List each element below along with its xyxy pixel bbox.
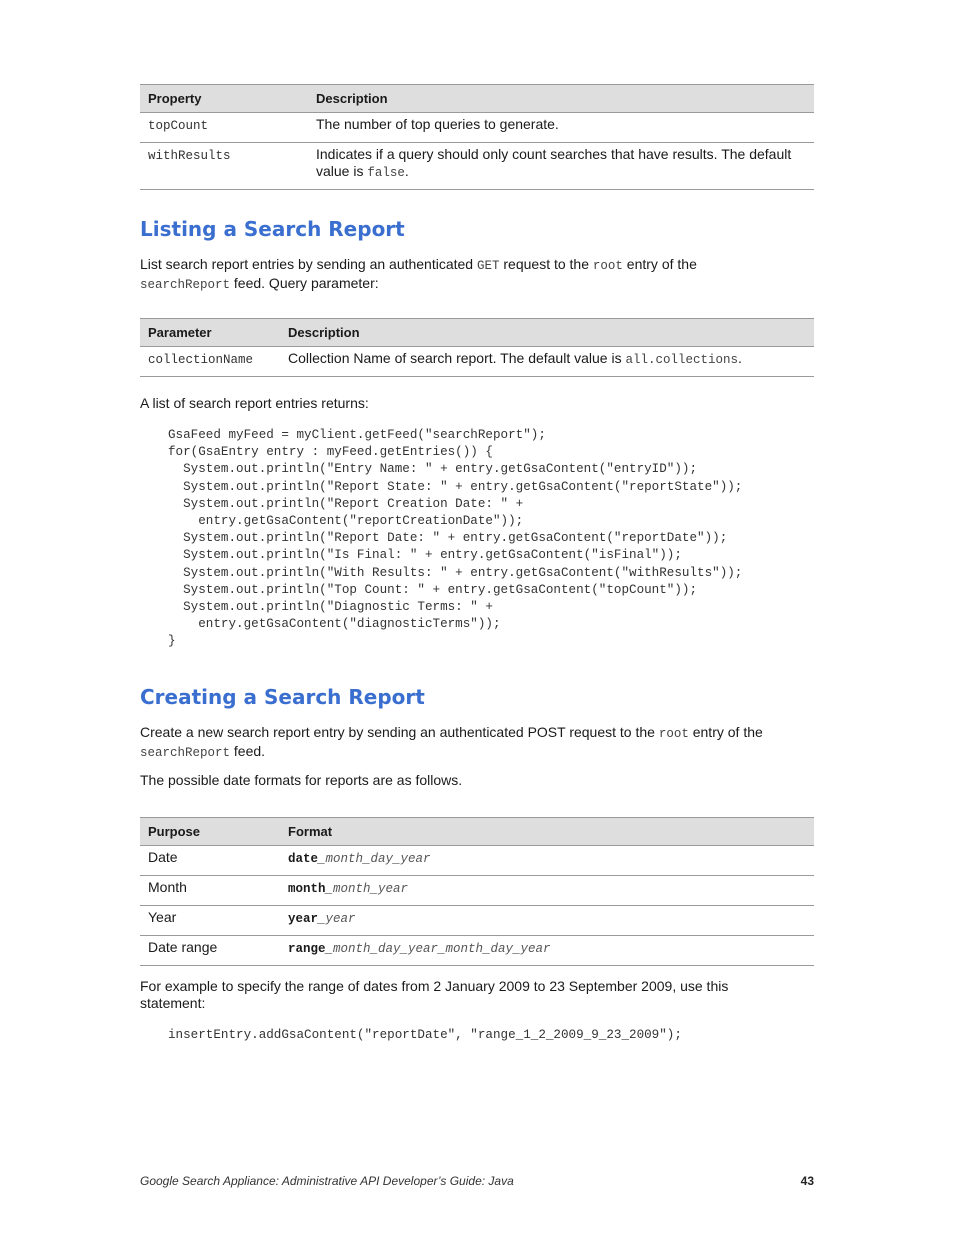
column-header: Description	[308, 85, 814, 113]
format-keyword: year	[288, 912, 319, 926]
format-keyword: date	[288, 852, 319, 866]
format-suffix: _month_day_year_month_day_year	[325, 942, 551, 956]
format-value	[280, 876, 814, 906]
table-row	[140, 876, 814, 906]
listing-intro	[140, 256, 814, 294]
text-span: request to the	[499, 256, 593, 272]
text-span: List search report entries by sending an authenticated	[140, 256, 477, 272]
format-purpose: Date range	[140, 936, 280, 966]
property-description: The number of top queries to generate.	[308, 113, 814, 143]
property-name: withResults	[140, 143, 308, 190]
format-purpose: Month	[140, 876, 280, 906]
description-text: .	[404, 163, 409, 179]
inline-code: all.collections	[625, 353, 739, 367]
code-block-insert: insertEntry.addGsaContent("reportDate", "range_1_2_2009_9_23_2009");	[168, 1028, 682, 1042]
text-span: feed. Query parameter:	[230, 275, 379, 291]
format-keyword: range	[288, 942, 326, 956]
formats-text: The possible date formats for reports are as follows.	[140, 772, 463, 788]
page-number: 43	[800, 1174, 814, 1188]
inline-code: searchReport	[140, 278, 231, 292]
properties-table	[140, 84, 814, 190]
inline-code: root	[592, 259, 623, 273]
table-row	[140, 906, 814, 936]
creating-intro	[140, 724, 814, 762]
description-text: Indicates if a query should only count searches that have results. The default value is	[316, 146, 792, 179]
column-header: Format	[280, 818, 814, 846]
table-row	[140, 846, 814, 876]
column-header: Purpose	[140, 818, 280, 846]
inline-code: root	[658, 727, 689, 741]
table-row	[140, 113, 814, 143]
section-heading-creating: Creating a Search Report	[140, 685, 425, 709]
section-heading-listing: Listing a Search Report	[140, 217, 405, 241]
table-header-row	[140, 319, 814, 347]
format-value	[280, 936, 814, 966]
table-row	[140, 936, 814, 966]
format-value	[280, 906, 814, 936]
format-suffix: _month_day_year	[318, 852, 431, 866]
inline-code: GET	[476, 259, 500, 273]
footer-title: Google Search Appliance: Administrative API Developer’s Guide: Java	[140, 1174, 514, 1188]
format-keyword: month	[288, 882, 326, 896]
description-text: Collection Name of search report. The default value is	[288, 350, 626, 366]
text-span: entry of the	[688, 724, 763, 740]
description-text: .	[738, 350, 742, 366]
text-span: Create a new search report entry by sending an authenticated POST request to the	[140, 724, 659, 740]
table-header-row	[140, 818, 814, 846]
format-purpose: Date	[140, 846, 280, 876]
inline-code: searchReport	[140, 746, 231, 760]
format-purpose: Year	[140, 906, 280, 936]
date-formats-table	[140, 817, 814, 966]
code-block-list: GsaFeed myFeed = myClient.getFeed("searchReport"); for(GsaEntry entry : myFeed.getEntries()) { System.out.println("Entry Name: " + entry.getGsaContent("entryID")); System.out.println("Report State: " + entry.getGsaContent("reportState")); System.out.println("Report Creation Date: " + entry.getGsaContent("reportCreationDate")); System.out.println("Report Date: " + entry.getGsaContent("reportDate")); System.out.println("Is Final: " + entry.getGsaContent("isFinal")); System.out.println("With Results: " + entry.getGsaContent("withResults")); System.out.println("Top Count: " + entry.getGsaContent("topCount")); System.out.println("Diagnostic Terms: " + entry.getGsaContent("diagnosticTerms")); }	[168, 428, 743, 649]
column-header: Description	[280, 319, 814, 347]
text-span: feed.	[230, 743, 266, 759]
table-row	[140, 143, 814, 190]
inline-code: false	[367, 166, 405, 180]
column-header: Property	[140, 85, 308, 113]
format-suffix: _month_year	[325, 882, 409, 896]
property-description	[308, 143, 814, 190]
parameters-table	[140, 318, 814, 377]
table-row	[140, 347, 814, 377]
text-span: entry of the	[622, 256, 697, 272]
property-name: topCount	[140, 113, 308, 143]
example-text: For example to specify the range of dates from 2 January 2009 to 23 September 2009, use this statement:	[140, 978, 729, 1011]
parameter-name: collectionName	[140, 347, 280, 377]
parameter-description	[280, 347, 814, 377]
column-header: Parameter	[140, 319, 280, 347]
format-suffix: _year	[318, 912, 356, 926]
format-value	[280, 846, 814, 876]
list-returns-text: A list of search report entries returns:	[140, 395, 369, 411]
table-header-row	[140, 85, 814, 113]
